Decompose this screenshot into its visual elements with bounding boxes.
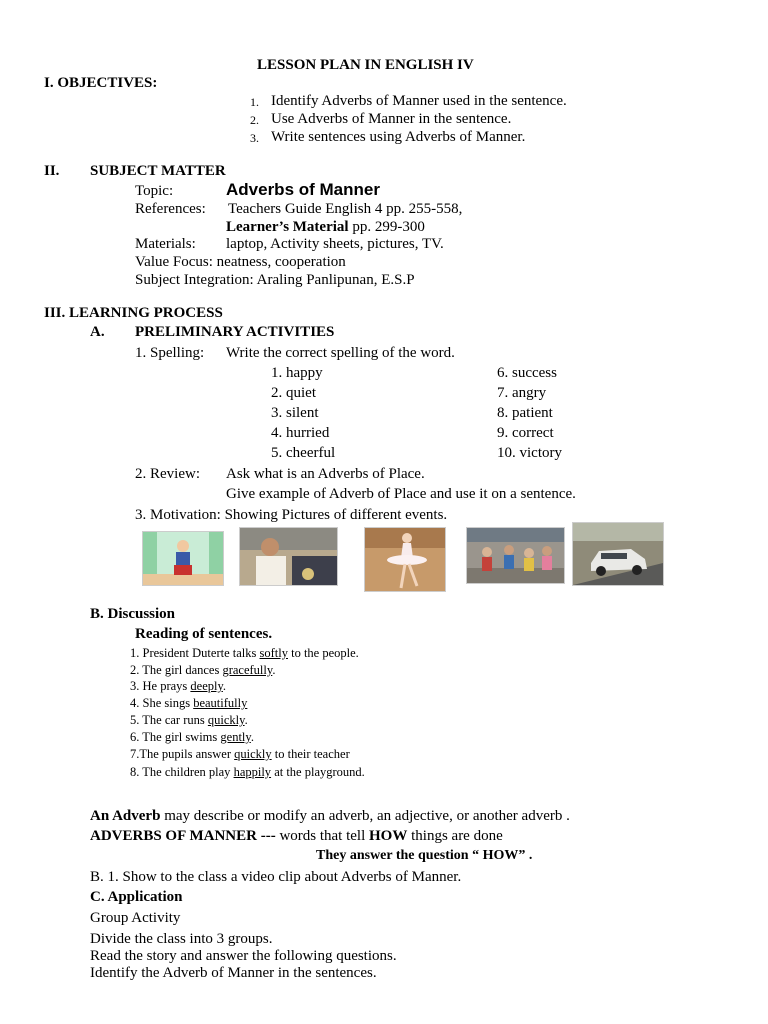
learning-process-heading: III. LEARNING PROCESS (44, 305, 223, 321)
spelling-word: 7. angry (497, 385, 547, 401)
objectives-heading: I. OBJECTIVES: (44, 75, 158, 91)
sentence-text: 5. The car runs (130, 713, 208, 727)
learners-material-pages: pp. 299-300 (348, 219, 425, 235)
praying-boy-picture (142, 531, 224, 586)
materials-value: laptop, Activity sheets, pictures, TV. (226, 236, 444, 252)
spelling-word: 3. silent (271, 405, 319, 421)
subject-matter-number: II. (44, 163, 60, 179)
how-word: HOW (369, 828, 408, 844)
adverb-word: gracefully (222, 663, 273, 677)
sentence-text: 8. The children play (130, 765, 234, 779)
adverb-word: quickly (207, 713, 245, 727)
adverb-word: happily (233, 765, 272, 779)
manner-term: ADVERBS OF MANNER --- (90, 828, 276, 844)
objective-item: Use Adverbs of Manner in the sentence. (271, 111, 512, 127)
sentence-text: 4. She sings (130, 696, 194, 710)
materials-label: Materials: (135, 236, 196, 252)
application-line: Divide the class into 3 groups. (90, 931, 273, 947)
subject-integration: Subject Integration: Araling Panlipunan, E.S.P (135, 272, 415, 288)
sentence-text: . (272, 663, 276, 677)
adverb-definition (90, 807, 570, 825)
president-speech-picture (239, 527, 338, 586)
review-line: Ask what is an Adverbs of Place. (226, 466, 425, 482)
spelling-word: 6. success (497, 365, 557, 381)
spelling-instruction: Write the correct spelling of the word. (226, 345, 455, 361)
objective-item: Write sentences using Adverbs of Manner. (271, 129, 526, 145)
references-label: References: (135, 201, 206, 217)
list-item (130, 747, 350, 762)
adverb-word: softly (259, 646, 288, 660)
list-item (130, 679, 226, 694)
objective-number: 3. (250, 131, 259, 145)
adverb-definition-text: may describe or modify an adverb, an adjective, or another adverb . (160, 808, 570, 824)
list-item (130, 730, 254, 745)
spelling-word: 8. patient (497, 405, 553, 421)
sentence-text: to their teacher (271, 747, 350, 761)
spelling-word: 9. correct (497, 425, 554, 441)
adverb-word: deeply (190, 679, 223, 693)
review-label: 2. Review: (135, 466, 200, 482)
adverb-word: gently (220, 730, 251, 744)
discussion-subheading: Reading of sentences. (135, 626, 273, 642)
list-item (130, 713, 248, 728)
adverb-term: An Adverb (90, 808, 161, 824)
children-playing-picture (466, 527, 565, 584)
objective-number: 2. (250, 113, 259, 127)
spelling-word: 10. victory (497, 445, 562, 461)
review-line: Give example of Adverb of Place and use it on a sentence. (226, 486, 576, 502)
topic-label: Topic: (135, 183, 174, 199)
objective-item: Identify Adverbs of Manner used in the sentence. (271, 93, 567, 109)
spelling-label: 1. Spelling: (135, 345, 205, 361)
video-activity: B. 1. Show to the class a video clip about Adverbs of Manner. (90, 869, 462, 885)
ballerina-picture (364, 527, 446, 592)
list-item (130, 696, 247, 711)
adverb-word: quickly (234, 747, 272, 761)
application-line: Read the story and answer the following questions. (90, 948, 397, 964)
sentence-text: 3. He prays (130, 679, 191, 693)
spelling-word: 2. quiet (271, 385, 316, 401)
sentence-text: . (222, 679, 227, 693)
sentence-text: at the playground. (271, 765, 365, 779)
manner-definition-text: words that tell (275, 828, 370, 844)
manner-definition (90, 827, 503, 845)
topic-value: Adverbs of Manner (226, 180, 380, 199)
how-question: They answer the question “ HOW” . (316, 848, 533, 863)
application-line: Identify the Adverb of Manner in the sentences. (90, 965, 377, 981)
learners-material (226, 218, 425, 236)
value-focus: Value Focus: neatness, cooperation (135, 254, 346, 270)
sentence-text: . (244, 713, 248, 727)
manner-definition-text: things are done (407, 828, 503, 844)
sentence-text: 1. President Duterte talks (130, 646, 260, 660)
discussion-heading: B. Discussion (90, 606, 176, 622)
list-item (130, 663, 275, 678)
list-item (130, 765, 365, 780)
references-value: Teachers Guide English 4 pp. 255-558, (228, 201, 463, 217)
objective-number: 1. (250, 95, 259, 109)
spelling-word: 1. happy (271, 365, 323, 381)
application-line: Group Activity (90, 910, 181, 926)
application-heading: C. Application (90, 889, 183, 905)
preliminary-letter: A. (90, 324, 105, 340)
spelling-word: 5. cheerful (271, 445, 336, 461)
sentence-text: 2. The girl dances (130, 663, 223, 677)
spelling-word: 4. hurried (271, 425, 330, 441)
page-title: LESSON PLAN IN ENGLISH IV (257, 57, 474, 73)
sentence-text: to the people. (287, 646, 359, 660)
motivation: 3. Motivation: Showing Pictures of different events. (135, 507, 448, 523)
subject-matter-heading: SUBJECT MATTER (90, 163, 226, 179)
preliminary-heading: PRELIMINARY ACTIVITIES (135, 324, 335, 340)
list-item (130, 646, 359, 661)
car-picture (572, 522, 664, 586)
sentence-text: 6. The girl swims (130, 730, 221, 744)
sentence-text: 7.The pupils answer (130, 747, 235, 761)
sentence-text: . (250, 730, 254, 744)
adverb-word: beautifully (193, 696, 248, 710)
learners-material-label: Learner’s Material (226, 219, 349, 235)
